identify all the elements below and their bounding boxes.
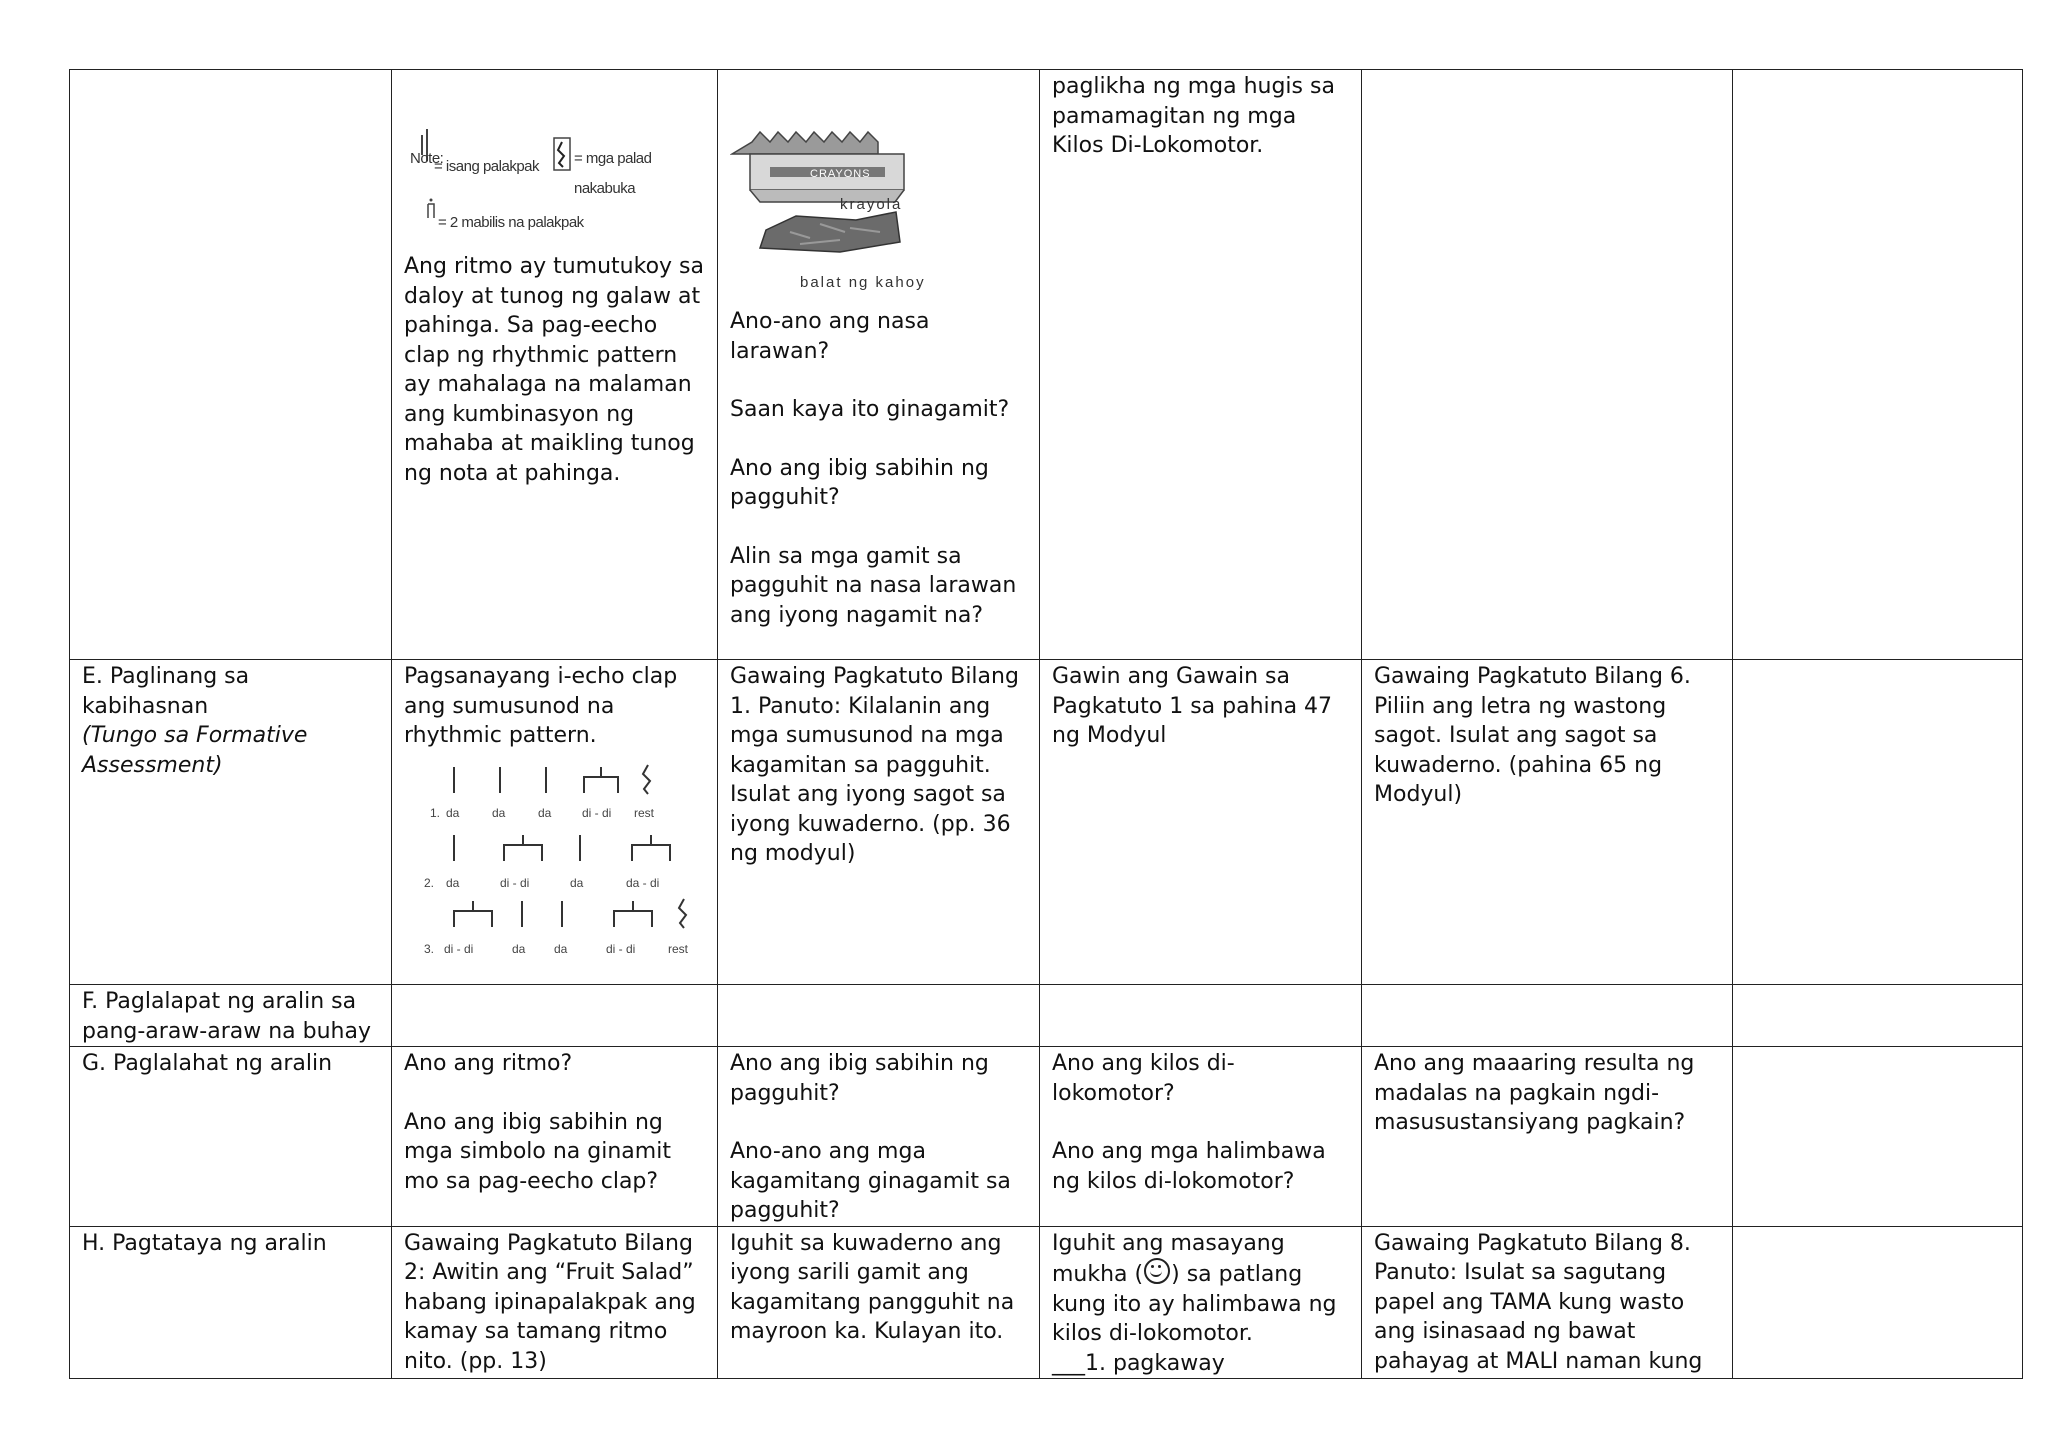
rhythm-1-number: 1. — [430, 805, 441, 820]
label-e-sub: (Tungo sa Formative Assessment) — [82, 723, 308, 778]
note-palad-nakabuka: = mga palad nakabuka — [574, 150, 652, 197]
rhythm-explanation-cell — [392, 70, 718, 660]
table-row-e — [70, 660, 2023, 985]
crayon-box-label: CRAYONS — [810, 168, 871, 180]
empty-cell — [1733, 985, 2023, 1047]
rhythm-1-beat: da — [538, 805, 552, 820]
rhythm-1-rest: rest — [634, 805, 655, 820]
table-row-g — [70, 1047, 2023, 1227]
table-row-h — [70, 1226, 2023, 1379]
pagtataya-kilos-text — [1052, 1229, 1349, 1349]
question-larawan: Ano-ano ang nasa larawan? — [730, 309, 930, 364]
echo-clap-instruction: Pagsanayang i-echo clap ang sumusunod na rhythmic pattern. — [404, 664, 678, 748]
table-row-f — [70, 985, 2023, 1047]
gawain-pagguhit-cell — [718, 660, 1040, 985]
empty-cell — [1733, 660, 2023, 985]
pagtataya-kilos-post: ) sa patlang kung ito ay halimbawa ng kilos di-lokomotor. — [1052, 1262, 1337, 1346]
empty-cell — [1733, 1047, 2023, 1227]
rhythm-1-beat: di - di — [582, 805, 612, 820]
rhythm-2-beat: da — [570, 875, 584, 890]
rhythm-3-beat: da — [512, 941, 526, 956]
label-g-text: G. Paglalahat ng aralin — [82, 1051, 333, 1076]
label-f-text: F. Paglalapat ng aralin sa pang-araw-araw na buhay — [82, 989, 371, 1044]
question-resulta: Ano ang maaaring resulta ng madalas na pagkain ngdi-masusustansiyang pagkain? — [1374, 1051, 1695, 1135]
note-mabilis-palakpak: = 2 mabilis na palakpak — [438, 214, 584, 231]
empty-cell — [1733, 70, 2023, 660]
row-label-empty — [70, 70, 392, 660]
balat-kahoy-caption: balat ng kahoy — [800, 274, 926, 291]
smiley-face-icon — [1144, 1258, 1170, 1284]
note-label: Note: — [410, 150, 444, 167]
pagtataya-ritmo-cell — [392, 1226, 718, 1379]
pagguhit-motivation-cell — [718, 70, 1040, 660]
note-isang-palakpak: = isang palakpak — [434, 158, 539, 175]
question-ritmo: Ano ang ritmo? — [404, 1051, 573, 1076]
empty-cell — [718, 985, 1040, 1047]
gawain-kilos-cell — [1040, 660, 1362, 985]
lesson-plan-table — [69, 69, 2023, 1379]
question-pagguhit-meaning: Ano ang ibig sabihin ng pagguhit? — [730, 1051, 989, 1106]
question-kilos: Ano ang kilos di-lokomotor? — [1052, 1051, 1235, 1106]
rhythm-2-number: 2. — [424, 875, 435, 890]
row-label-h — [70, 1226, 392, 1379]
question-kagamitan: Ano-ano ang mga kagamitang ginagamit sa pagguhit? — [730, 1139, 1011, 1223]
pagtataya-kilos-item: ___1. pagkaway — [1052, 1350, 1225, 1376]
rhythm-2-beat: di - di — [500, 875, 530, 890]
rhythm-1-beat: da — [446, 805, 460, 820]
kilos-continuation-text: paglikha ng mga hugis sa pamamagitan ng mga Kilos Di-Lokomotor. — [1052, 74, 1335, 158]
gawain-kilos-text: Gawin ang Gawain sa Pagkatuto 1 sa pahina 47 ng Modyul — [1052, 664, 1333, 748]
row-label-g — [70, 1047, 392, 1227]
pagtataya-kilos-pre: Iguhit ang masayang mukha ( — [1052, 1230, 1285, 1287]
paglalahat-kilos-cell — [1040, 1047, 1362, 1227]
row-label-f — [70, 985, 392, 1047]
empty-cell — [1362, 985, 1733, 1047]
gawain-health-text: Gawaing Pagkatuto Bilang 6. Piliin ang letra ng wastong sagot. Isulat ang sagot sa kuwaderno. (pahina 65 ng Modyul) — [1374, 664, 1691, 807]
pagtataya-health-text: Gawaing Pagkatuto Bilang 8. Panuto: Isulat sa sagutang papel ang TAMA kung wasto ang isinasaad ng bawat pahayag at MALI naman kung — [1374, 1230, 1703, 1374]
rhythm-1-beat: da — [492, 805, 506, 820]
empty-cell — [392, 985, 718, 1047]
pagtataya-pagguhit-cell — [718, 1226, 1040, 1379]
question-nagamit: Alin sa mga gamit sa pagguhit na nasa larawan ang iyong nagamit na? — [730, 543, 1017, 628]
question-halimbawa: Ano ang mga halimbawa ng kilos di-lokomotor? — [1052, 1139, 1326, 1194]
paglalahat-ritmo-cell — [392, 1047, 718, 1227]
krayola-caption: krayola — [840, 196, 903, 213]
table-row-continuation — [70, 70, 2023, 660]
question-pagguhit: Ano ang ibig sabihin ng pagguhit? — [730, 455, 989, 510]
pagtataya-health-cell — [1362, 1226, 1733, 1379]
gawain-pagguhit-text: Gawaing Pagkatuto Bilang 1. Panuto: Kilalanin ang mga sumusunod na mga kagamitan sa pagguhit. Isulat ang iyong sagot sa iyong kuwaderno. (pp. 36 ng modyul) — [730, 664, 1019, 866]
drawing-tools-picture — [730, 72, 1027, 307]
row-label-e — [70, 660, 392, 985]
echo-clap-cell — [392, 660, 718, 985]
rhythm-note-legend — [404, 72, 705, 252]
empty-cell — [1040, 985, 1362, 1047]
label-h-text: H. Pagtataya ng aralin — [82, 1230, 327, 1256]
ritmo-definition: Ang ritmo ay tumutukoy sa daloy at tunog ng galaw at pahinga. Sa pag-eecho clap ng rhythmic pattern ay mahalaga na malaman ang kumbinasyon ng mahaba at maikling tunog ng nota at pahinga. — [404, 254, 704, 486]
rhythm-3-beat: di - di — [444, 941, 474, 956]
rhythm-3-rest: rest — [668, 941, 689, 956]
empty-cell — [1733, 1226, 2023, 1379]
empty-cell — [1362, 70, 1733, 660]
rhythm-3-beat: da — [554, 941, 568, 956]
rhythm-3-number: 3. — [424, 941, 435, 956]
rhythm-3-beat: di - di — [606, 941, 636, 956]
pagtataya-ritmo-text: Gawaing Pagkatuto Bilang 2: Awitin ang “Fruit Salad” habang ipinapalakpak ang kamay sa tamang ritmo nito. (pp. 13) — [404, 1230, 696, 1374]
rhythm-2-beat: da - di — [626, 875, 660, 890]
question-simbolo: Ano ang ibig sabihin ng mga simbolo na ginamit mo sa pag-eecho clap? — [404, 1109, 671, 1194]
pagtataya-kilos-cell — [1040, 1226, 1362, 1379]
kilos-continuation-cell — [1040, 70, 1362, 660]
rhythm-2-beat: da — [446, 875, 460, 890]
paglalahat-pagguhit-cell — [718, 1047, 1040, 1227]
paglalahat-health-cell — [1362, 1047, 1733, 1227]
rhythm-patterns — [404, 759, 705, 979]
label-e-main: E. Paglinang sa kabihasnan — [82, 664, 250, 719]
gawain-health-cell — [1362, 660, 1733, 985]
question-ginagamit: Saan kaya ito ginagamit? — [730, 397, 1010, 422]
pagtataya-pagguhit-text: Iguhit sa kuwaderno ang iyong sarili gamit ang kagamitang pangguhit na mayroon ka. Kulayan ito. — [730, 1230, 1015, 1344]
